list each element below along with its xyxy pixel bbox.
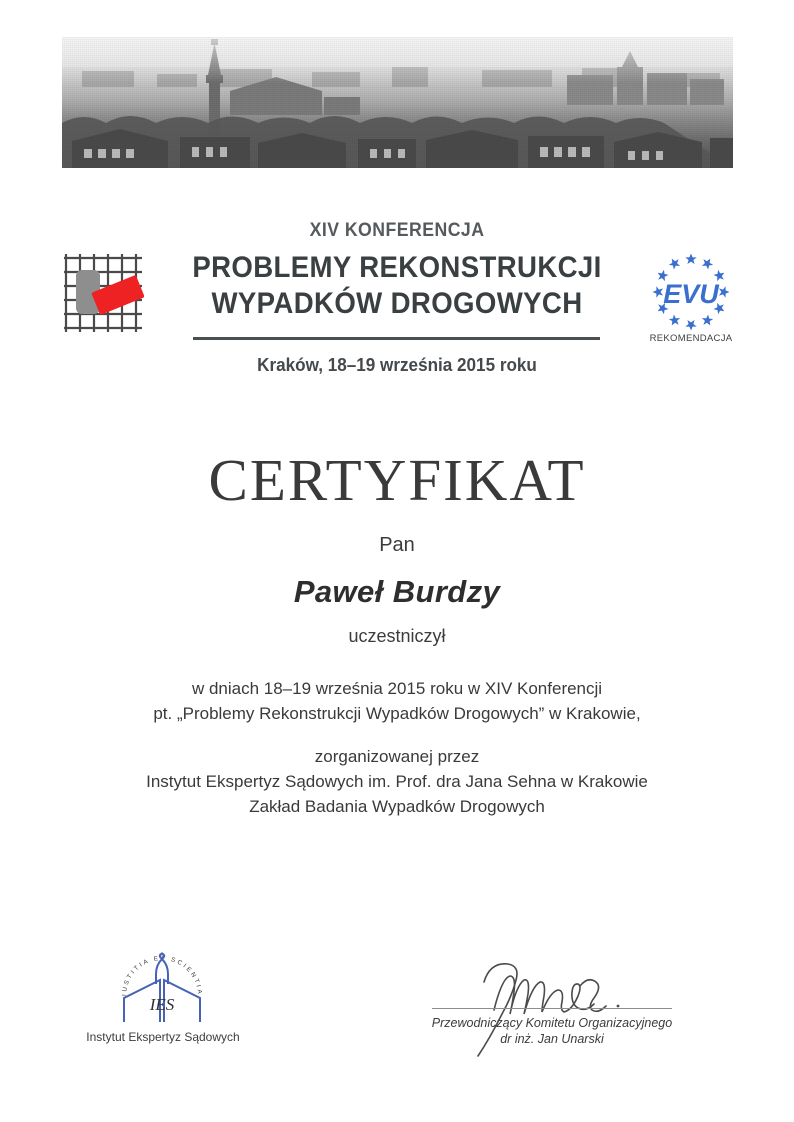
- krakow-panorama-photo: [62, 37, 733, 168]
- ies-seal-logo: [118, 952, 206, 1026]
- paragraph-event: [0, 676, 794, 726]
- conference-title-line-1: PROBLEMY REKONSTRUKCJI: [192, 251, 602, 284]
- signature-name: dr inż. Jan Unarski: [500, 1032, 604, 1046]
- conference-title-line-2: WYPADKÓW DROGOWYCH: [211, 287, 583, 320]
- ies-caption: Instytut Ekspertyz Sądowych: [86, 1030, 240, 1044]
- paragraph-event-line-2: pt. „Problemy Rekonstrukcji Wypadków Drogowych” w Krakowie,: [153, 704, 641, 723]
- paragraph-organizer-line-1: zorganizowanej przez: [314, 747, 480, 766]
- conference-place-and-date: Kraków, 18–19 września 2015 roku: [257, 355, 537, 375]
- evu-caption: REKOMENDACJA: [649, 333, 733, 344]
- evu-logo: [645, 252, 737, 334]
- ies-motto: IUSTITIA ET SCIENTIA: [120, 954, 204, 997]
- certificate-heading: CERTYFIKAT: [208, 447, 586, 513]
- title-divider: [193, 337, 600, 340]
- participation-verb: uczestniczył: [348, 626, 446, 646]
- photo-grain: [62, 37, 733, 168]
- paragraph-event-line-1: w dniach 18–19 września 2015 roku w XIV Konferencji: [191, 679, 603, 698]
- recipient-name: Paweł Burdzy: [293, 574, 501, 609]
- paragraph-organizer-line-3: Zakład Badania Wypadków Drogowych: [249, 797, 545, 816]
- signature-role: Przewodniczący Komitetu Organizacyjnego: [431, 1016, 673, 1030]
- salutation: Pan: [379, 534, 415, 556]
- signature-line: [432, 1008, 672, 1009]
- paragraph-organizer: [0, 744, 794, 819]
- ies-monogram: IES: [149, 995, 175, 1014]
- evu-wordmark: EVU: [663, 279, 719, 309]
- conference-number: XIV KONFERENCJA: [309, 220, 485, 241]
- paragraph-organizer-line-2: Instytut Ekspertyz Sądowych im. Prof. dra Jana Sehna w Krakowie: [146, 772, 648, 791]
